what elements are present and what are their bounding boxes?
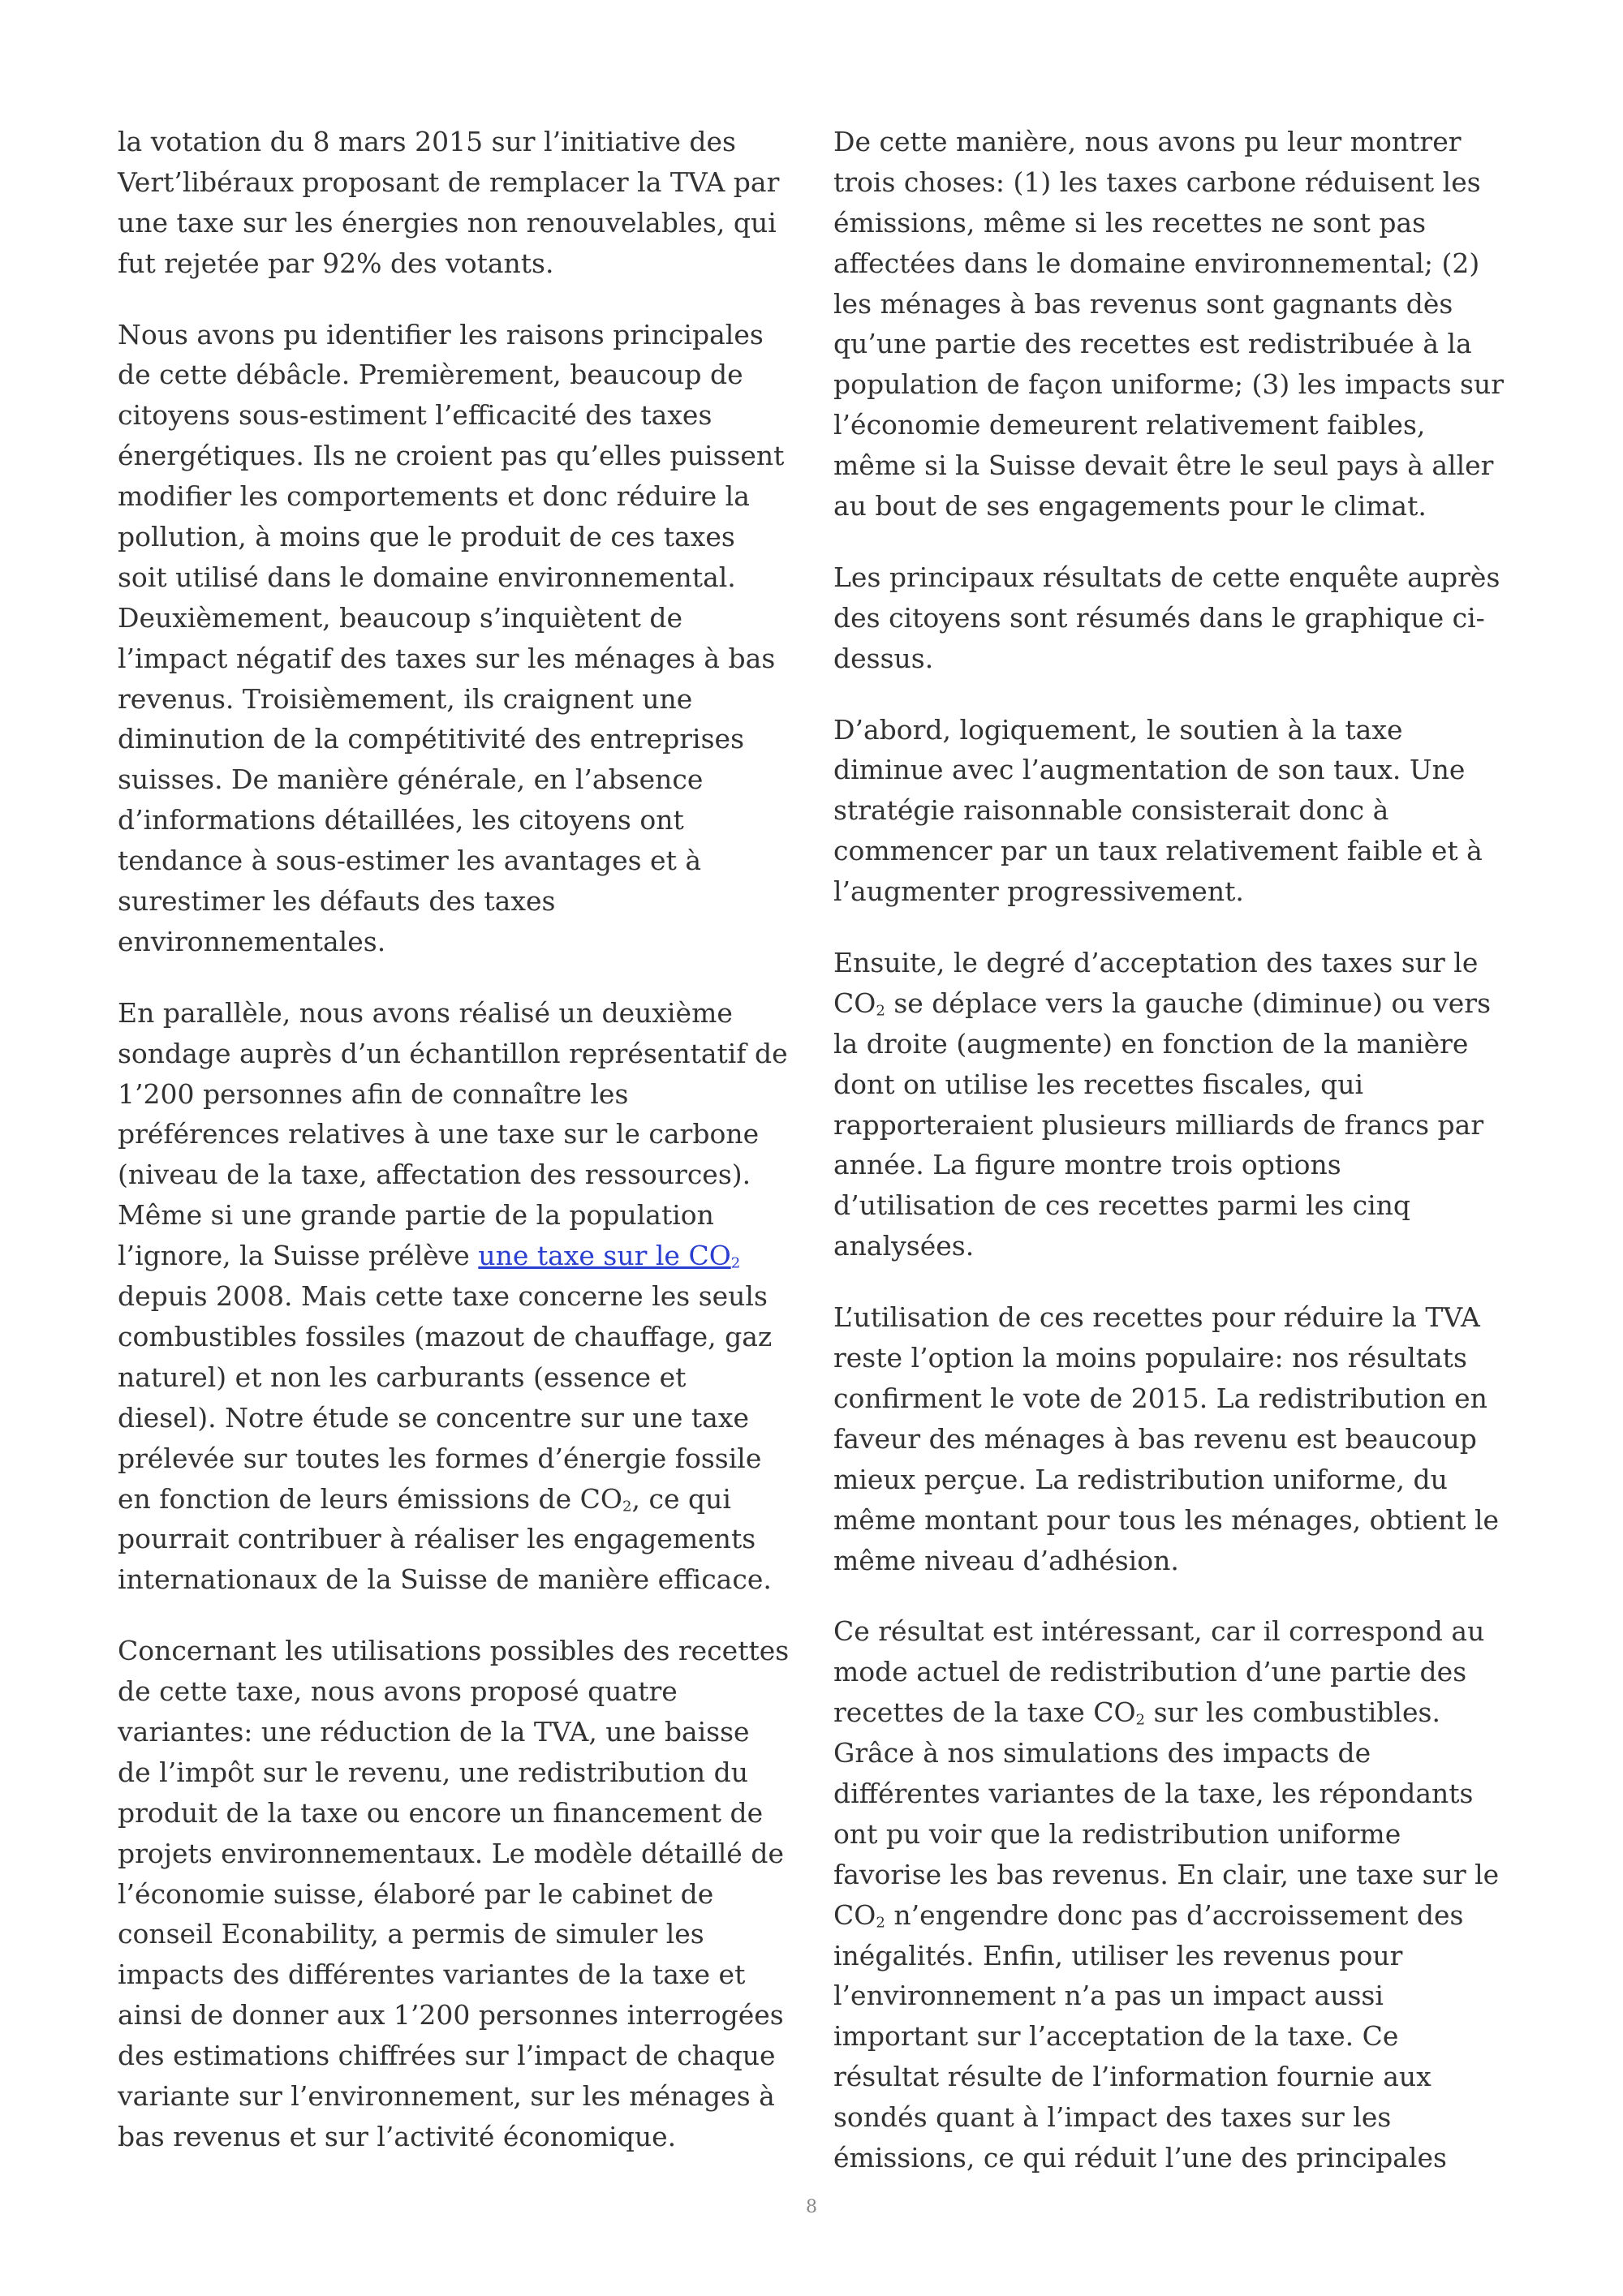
text-line: conseil Econability, a permis de simuler les — [118, 1918, 704, 1950]
text-line: mode actuel de redistribution d’une partie des — [833, 1656, 1467, 1688]
text-line: d’informations détaillées, les citoyens ont — [118, 804, 684, 836]
text-segment: en fonction de leurs émissions de CO — [118, 1482, 622, 1515]
paragraph — [118, 993, 807, 1600]
text-line: Les principaux résultats de cette enquête auprès — [833, 561, 1500, 593]
text-segment: CO — [833, 1898, 876, 1931]
paragraph — [833, 1611, 1523, 2178]
text-line: la votation du 8 mars 2015 sur l’initiative des — [118, 126, 736, 157]
text-line: (niveau de la taxe, affectation des ressources). — [118, 1159, 751, 1191]
link-text: une taxe sur le CO — [478, 1240, 731, 1272]
text-line: diminue avec l’augmentation de son taux. Une — [833, 754, 1466, 786]
text-line: Ensuite, le degré d’acceptation des taxes sur le — [833, 947, 1479, 979]
text-line: affectées dans le domaine environnemental; (2) — [833, 247, 1480, 279]
text-line: depuis 2008. Mais cette taxe concerne les seuls — [118, 1280, 768, 1313]
text-line: même montant pour tous les ménages, obtient le — [833, 1503, 1500, 1536]
text-line: diesel). Notre étude se concentre sur une taxe — [118, 1401, 749, 1434]
text-line: trois choses: (1) les taxes carbone réduisent les — [833, 166, 1481, 198]
text-line: analysées. — [833, 1230, 975, 1262]
text-line: important sur l’acceptation de la taxe. Ce — [833, 2020, 1399, 2053]
text-line: émissions, même si les recettes ne sont pas — [833, 206, 1427, 239]
text-segment: sur les combustibles. — [1145, 1696, 1440, 1729]
text-line: tendance à sous-estimer les avantages et à — [118, 845, 701, 877]
subscript: 2 — [1135, 1711, 1146, 1729]
text-line: Concernant les utilisations possibles des recettes — [118, 1635, 790, 1667]
text-segment: , ce qui — [631, 1482, 731, 1515]
paragraph — [118, 1631, 807, 2157]
text-line: D’abord, logiquement, le soutien à la taxe — [833, 713, 1403, 746]
text-line: l’économie demeurent relativement faibles, — [833, 409, 1426, 441]
text-line: au bout de ses engagements pour le climat. — [833, 490, 1427, 522]
subscript: 2 — [730, 1254, 741, 1272]
text-line: l’impact négatif des taxes sur les ménages à bas — [118, 642, 776, 674]
text-line: soit utilisé dans le domaine environnemental. — [118, 561, 736, 593]
text-line: modifier les comportements et donc réduire la — [118, 480, 750, 513]
text-line: qu’une partie des recettes est redistribuée à la — [833, 328, 1472, 360]
text-line: projets environnementaux. Le modèle détaillé de — [118, 1837, 784, 1869]
text-line: pollution, à moins que le produit de ces taxes — [118, 521, 735, 553]
text-line: préférences relatives à une taxe sur le carbone — [118, 1118, 760, 1150]
text-segment: n’engendre donc pas d’accroissement des — [885, 1898, 1464, 1931]
paragraph — [833, 710, 1523, 912]
text-line: L’utilisation de ces recettes pour réduire la TVA — [833, 1301, 1480, 1334]
text-line: faveur des ménages à bas revenu est beaucoup — [833, 1422, 1477, 1455]
text-line: une taxe sur les énergies non renouvelables, qui — [118, 206, 777, 239]
text-line: des citoyens sont résumés dans le graphique ci- — [833, 601, 1485, 634]
text-line: différentes variantes de la taxe, les répondants — [833, 1777, 1474, 1809]
text-line: émissions, ce qui réduit l’une des principales — [833, 2141, 1447, 2173]
paragraph — [118, 315, 807, 962]
text-line: même si la Suisse devait être le seul pays à aller — [833, 449, 1494, 482]
paragraph — [833, 122, 1523, 527]
text-line — [833, 1692, 1523, 1733]
text-line — [833, 983, 1523, 1024]
text-line: surestimer les défauts des taxes — [118, 885, 556, 918]
text-line: la droite (augmente) en fonction de la manière — [833, 1027, 1469, 1060]
text-line: naturel) et non les carburants (essence et — [118, 1361, 687, 1393]
text-line: prélevée sur toutes les formes d’énergie fossile — [118, 1442, 762, 1474]
text-line — [118, 1479, 807, 1520]
text-line: favorise les bas revenus. En clair, une taxe sur le — [833, 1858, 1500, 1890]
paragraph — [833, 1297, 1523, 1580]
text-line: internationaux de la Suisse de manière efficace. — [118, 1563, 772, 1596]
text-line: d’utilisation de ces recettes parmi les cinq — [833, 1189, 1411, 1222]
text-line: résultat résulte de l’information fournie aux — [833, 2061, 1431, 2093]
text-segment: recettes de la taxe CO — [833, 1696, 1136, 1729]
text-segment: CO — [833, 987, 876, 1019]
text-line: variante sur l’environnement, sur les ménages à — [118, 2079, 775, 2112]
text-line: Nous avons pu identifier les raisons principales — [118, 318, 764, 350]
text-line — [118, 1236, 807, 1276]
text-line: reste l’option la moins populaire: nos résultats — [833, 1342, 1467, 1374]
text-line: mieux perçue. La redistribution uniforme, du — [833, 1463, 1448, 1495]
text-line: combustibles fossiles (mazout de chauffage, gaz — [118, 1320, 773, 1352]
text-line: énergétiques. Ils ne croient pas qu’elles puissent — [118, 440, 785, 472]
text-line: stratégie raisonnable consisterait donc à — [833, 794, 1389, 827]
text-line: ainsi de donner aux 1’200 personnes interrogées — [118, 1999, 784, 2032]
text-line — [833, 1895, 1523, 1936]
paragraph — [833, 557, 1523, 679]
text-line: Vert’libéraux proposant de remplacer la TVA par — [118, 166, 780, 198]
text-line: suisses. De manière générale, en l’absence — [118, 763, 704, 796]
text-line: sondage auprès d’un échantillon représentatif de — [118, 1037, 788, 1069]
text-line: pourrait contribuer à réaliser les engagements — [118, 1523, 756, 1555]
subscript: 2 — [876, 1914, 885, 1932]
text-line: diminution de la compétitivité des entreprises — [118, 723, 745, 755]
text-line: des estimations chiffrées sur l’impact de chaque — [118, 2040, 776, 2072]
right-column — [833, 122, 1523, 2209]
paragraph — [118, 122, 807, 284]
text-segment: l’ignore, la Suisse prélève — [118, 1240, 479, 1272]
text-line: produit de la taxe ou encore un financement de — [118, 1796, 764, 1829]
text-line: commencer par un taux relativement faible et à — [833, 835, 1483, 867]
text-line: les ménages à bas revenus sont gagnants dès — [833, 287, 1453, 320]
text-line: Grâce à nos simulations des impacts de — [833, 1737, 1371, 1769]
subscript: 2 — [622, 1498, 632, 1516]
text-line: dont on utilise les recettes fiscales, qui — [833, 1068, 1364, 1100]
text-line: dessus. — [833, 642, 934, 674]
text-line: même niveau d’adhésion. — [833, 1544, 1179, 1576]
text-line: Deuxièmement, beaucoup s’inquiètent de — [118, 601, 683, 634]
text-line: l’augmenter progressivement. — [833, 875, 1244, 908]
text-line: revenus. Troisièmement, ils craignent une — [118, 682, 693, 715]
text-line: année. La figure montre trois options — [833, 1149, 1341, 1181]
text-line: de cette débâcle. Premièrement, beaucoup de — [118, 359, 743, 391]
page-number: 8 — [806, 2197, 817, 2217]
text-line: de cette taxe, nous avons proposé quatre — [118, 1675, 678, 1708]
text-line: Ce résultat est intéressant, car il correspond au — [833, 1615, 1485, 1648]
text-line: de l’impôt sur le revenu, une redistribution du — [118, 1756, 748, 1788]
text-line: De cette manière, nous avons pu leur montrer — [833, 126, 1462, 157]
text-line: citoyens sous-estiment l’efficacité des taxes — [118, 399, 712, 432]
text-line: 1’200 personnes afin de connaître les — [118, 1077, 629, 1110]
text-line: ont pu voir que la redistribution uniforme — [833, 1817, 1401, 1850]
text-line: l’économie suisse, élaboré par le cabinet de — [118, 1877, 714, 1910]
text-line: environnementales. — [118, 925, 386, 957]
text-line: variantes: une réduction de la TVA, une baisse — [118, 1715, 750, 1748]
text-line: impacts des différentes variantes de la taxe et — [118, 1958, 746, 1991]
text-line: sondés quant à l’impact des taxes sur les — [833, 2101, 1392, 2134]
left-column — [118, 122, 807, 2188]
text-line: fut rejetée par 92% des votants. — [118, 247, 554, 279]
text-line: population de façon uniforme; (3) les impacts sur — [833, 368, 1505, 401]
text-line: Même si une grande partie de la population — [118, 1199, 714, 1232]
text-line: En parallèle, nous avons réalisé un deuxième — [118, 996, 733, 1029]
paragraph — [833, 943, 1523, 1266]
subscript: 2 — [876, 1002, 885, 1020]
co2-tax-link[interactable] — [478, 1240, 740, 1271]
text-line: bas revenus et sur l’activité économique. — [118, 2120, 677, 2152]
text-segment: se déplace vers la gauche (diminue) ou vers — [885, 987, 1492, 1019]
text-line: inégalités. Enfin, utiliser les revenus pour — [833, 1939, 1403, 1971]
text-line: confirment le vote de 2015. La redistribution en — [833, 1382, 1487, 1414]
text-line: rapporteraient plusieurs milliards de francs par — [833, 1108, 1484, 1141]
text-line: l’environnement n’a pas un impact aussi — [833, 1980, 1384, 2012]
